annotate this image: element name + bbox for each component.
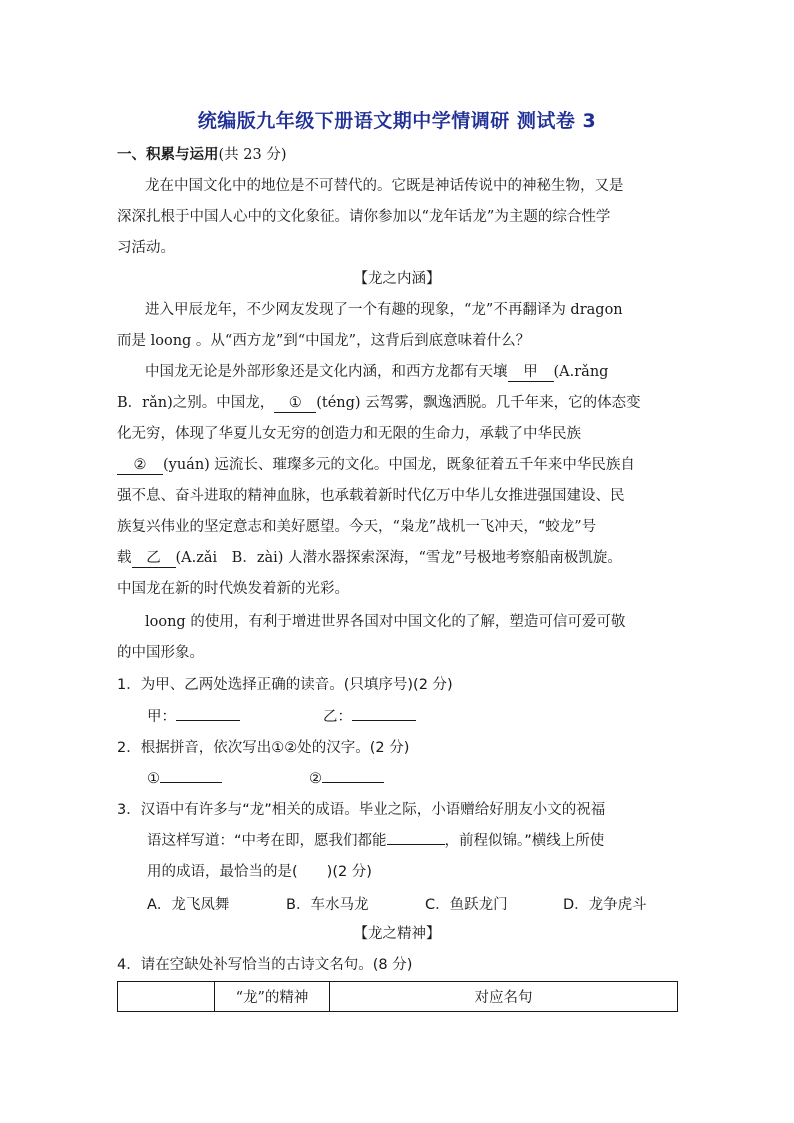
para2-line-3: 化无穷，体现了华夏儿女无穷的创造力和无限的生命力，承载了中华民族: [117, 426, 581, 442]
table-header-cell: “龙”的精神: [215, 982, 330, 1012]
intro-line-2: 深深扎根于中国人心中的文化象征。请你参加以“龙年话龙”为主题的综合性学: [117, 209, 611, 225]
question-3-line-2: [147, 831, 604, 851]
q1-label-jia: 甲：: [147, 709, 176, 725]
subheading-spirit: 【龙之精神】: [353, 926, 441, 942]
q2-answer-1: [147, 769, 222, 789]
q3-option-d[interactable]: D．龙争虎斗: [563, 897, 647, 913]
blank-jia[interactable]: 甲: [508, 364, 554, 382]
para2-line-7: [117, 548, 622, 568]
para2-line-7-text-a: 载: [117, 550, 132, 566]
question-1: 1．为甲、乙两处选择正确的读音。(只填序号)(2 分): [117, 677, 453, 693]
para3-line-2: 的中国形象。: [117, 645, 204, 661]
question-3-line-3: 用的成语，最恰当的是( )(2 分): [147, 864, 372, 880]
para2-line-4-text: (yuán) 远流长、璀璨多元的文化。中国龙，既象征着五千年来中华民族自: [163, 457, 635, 473]
para2-line-6: 族复兴伟业的坚定意志和美好愿望。今天，“枭龙”战机一飞冲天，“蛟龙”号: [117, 519, 597, 535]
q3-option-a[interactable]: A．龙飞凤舞: [147, 897, 230, 913]
q2-answer-1-blank[interactable]: [160, 782, 222, 783]
section-heading-text: 一、积累与运用: [117, 147, 219, 163]
para3-line-1: loong 的使用，有利于增进世界各国对中国文化的了解，塑造可信可爱可敬: [145, 614, 626, 630]
q2-answer-2: [309, 769, 384, 789]
q2-label-1: ①: [147, 771, 160, 787]
q1-answer-jia-blank[interactable]: [176, 720, 240, 721]
q3-line-2-text-b: ，前程似锦。”横线上所使: [444, 833, 605, 849]
poetry-table: [117, 981, 678, 1012]
para2-line-2-text-a: B．rǎn)之别。中国龙，: [117, 395, 275, 411]
section-heading: [117, 145, 286, 165]
q1-answer-yi: [323, 707, 416, 727]
para2-line-5: 强不息、奋斗进取的精神血脉，也承载着新时代亿万中华儿女推进强国建设、民: [117, 488, 625, 504]
table-row: [118, 982, 678, 1012]
question-2: 2．根据拼音，依次写出①②处的汉字。(2 分): [117, 740, 410, 756]
subheading-connotation: 【龙之内涵】: [353, 271, 441, 287]
blank-2[interactable]: ②: [117, 457, 163, 475]
para2-line-2: [117, 393, 641, 413]
section-points: (共 23 分): [218, 147, 287, 163]
q3-option-b[interactable]: B．车水马龙: [286, 897, 369, 913]
para2-line-7-text-b: (A.zǎi B．zài) 人潜水器探索深海，“雪龙”号极地考察船南极凯旋。: [175, 550, 622, 566]
question-3-line-1: 3．汉语中有许多与“龙”相关的成语。毕业之际，小语赠给好朋友小文的祝福: [117, 802, 606, 818]
para2-line-4: [117, 455, 635, 475]
q1-answer-yi-blank[interactable]: [352, 720, 416, 721]
para2-line-1: [145, 362, 608, 382]
blank-yi[interactable]: 乙: [132, 550, 176, 568]
blank-1[interactable]: ①: [274, 395, 316, 413]
para1-line-1: 进入甲辰龙年，不少网友发现了一个有趣的现象，“龙”不再翻译为 dragon: [145, 302, 623, 318]
q2-label-2: ②: [309, 771, 322, 787]
q3-idiom-blank[interactable]: [387, 844, 445, 845]
para2-line-1-pinyin: (A.rǎng: [553, 364, 609, 380]
q1-label-yi: 乙：: [323, 709, 352, 725]
question-4: 4．请在空缺处补写恰当的古诗文名句。(8 分): [117, 957, 413, 973]
para2-line-1-text: 中国龙无论是外部形象还是文化内涵，和西方龙都有天壤: [145, 364, 508, 380]
para2-line-8: 中国龙在新的时代焕发着新的光彩。: [117, 581, 349, 597]
document-title: 统编版九年级下册语文期中学情调研 测试卷 3: [197, 110, 597, 132]
q2-answer-2-blank[interactable]: [322, 782, 384, 783]
intro-line-1: 龙在中国文化中的地位是不可替代的。它既是神话传说中的神秘生物，又是: [145, 178, 624, 194]
q1-answer-jia: [147, 707, 240, 727]
q3-option-c[interactable]: C．鱼跃龙门: [425, 897, 508, 913]
table-header-cell: 对应名句: [330, 982, 678, 1012]
para1-line-2: 而是 loong 。从“西方龙”到“中国龙”，这背后到底意味着什么？: [117, 333, 531, 349]
para2-line-2-text-b: (téng) 云驾雾，飘逸洒脱。几千年来，它的体态变: [316, 395, 641, 411]
intro-line-3: 习活动。: [117, 240, 175, 256]
table-header-cell: [118, 982, 215, 1012]
q3-line-2-text-a: 语这样写道：“中考在即，愿我们都能: [147, 833, 387, 849]
